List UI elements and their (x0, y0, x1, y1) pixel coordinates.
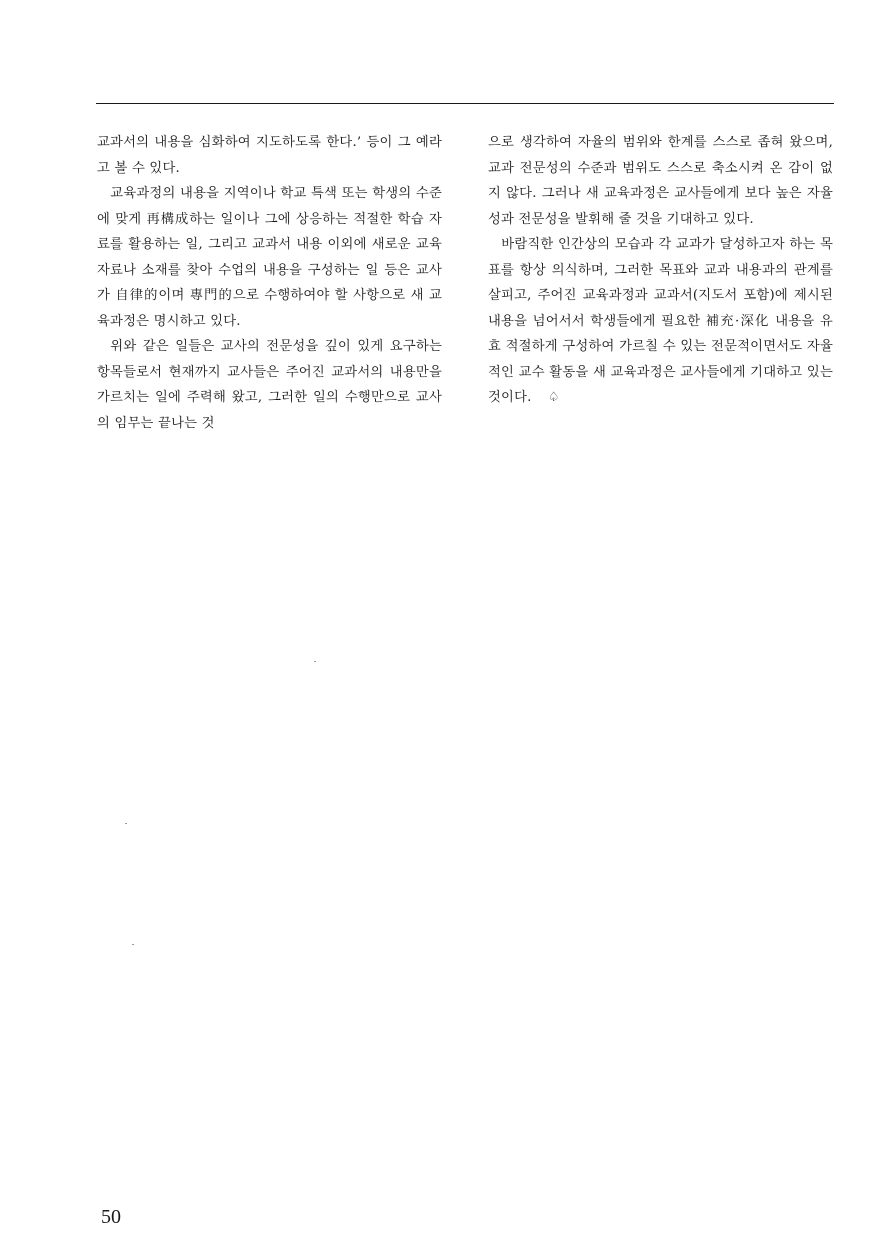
left-column (97, 130, 442, 436)
scan-speck (132, 944, 134, 945)
paragraph: 위와 같은 일들은 교사의 전문성을 깊이 있게 요구하는 항목들로서 현재까지 교사들은 주어진 교과서의 내용만을 가르치는 일에 주력해 왔고, 그러한 일의 수행만으로 교사의 임무는 끝나는 것 (97, 339, 442, 431)
spade-end-mark-icon: ♤ (547, 390, 560, 405)
paragraph: 교육과정의 내용을 지역이나 학교 특색 또는 학생의 수준에 맞게 再構成하는 일이나 그에 상응하는 적절한 학습 자료를 활용하는 일, 그리고 교과서 내용 이외에 새로운 교육 자료나 소재를 찾아 수업의 내용을 구성하는 일 등은 교사가 自律的이며 專門的으로 수행하여야 할 사항으로 새 교육과정은 명시하고 있다. (97, 186, 442, 329)
scan-speck (314, 661, 316, 662)
paragraph: 교과서의 내용을 심화하여 지도하도록 한다.’ 등이 그 예라고 볼 수 있다. (97, 135, 442, 176)
scan-speck (125, 823, 127, 824)
paragraph-text: 바람직한 인간상의 모습과 각 교과가 달성하고자 하는 목표를 항상 의식하며, 그러한 목표와 교과 내용과의 관계를 살피고, 주어진 교육과정과 교과서(지도서 포함)에 제시된 내용을 넘어서서 학생들에게 필요한 補充·深化 내용을 유효 적절하게 구성하여 가르칠 수 있는 전문적이면서도 자율적인 교수 활동을 새 교육과정은 교사들에게 기대하고 있는 것이다. (488, 237, 833, 405)
paragraph: 으로 생각하여 자율의 범위와 한계를 스스로 좁혀 왔으며, 교과 전문성의 수준과 범위도 스스로 축소시켜 온 감이 없지 않다. 그러나 새 교육과정은 교사들에게 보다 높은 자율성과 전문성을 발휘해 줄 것을 기대하고 있다. (488, 135, 833, 227)
right-column (488, 130, 833, 411)
page-number: 50 (101, 1206, 121, 1228)
header-rule (96, 103, 834, 104)
paragraph-final (488, 232, 833, 411)
